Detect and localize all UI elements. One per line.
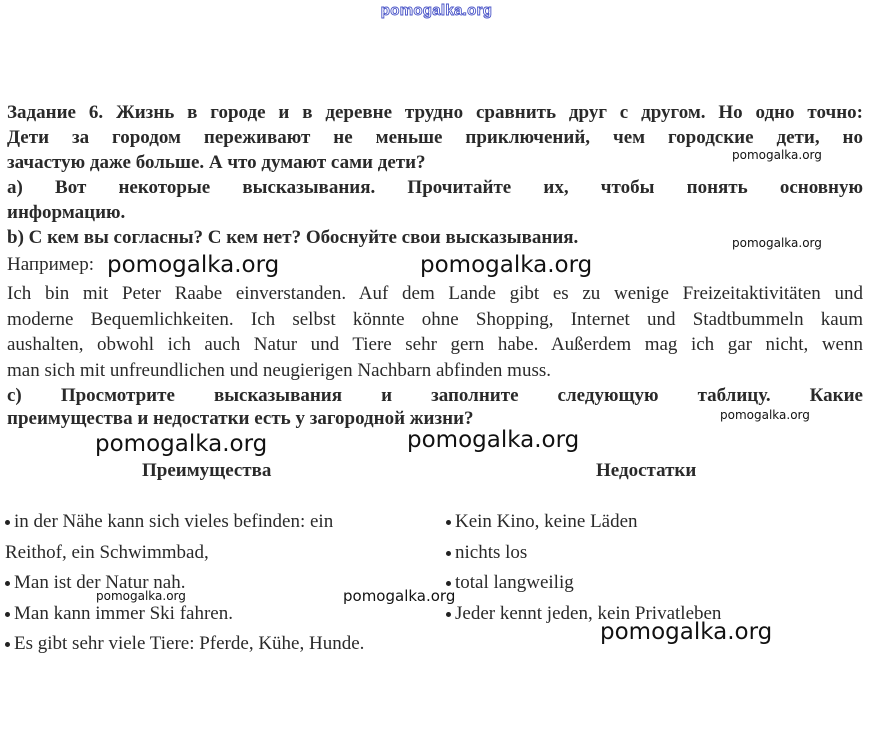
- bullet-icon: [5, 520, 10, 525]
- list-item-text: Man ist der Natur nah.: [14, 572, 186, 593]
- task-line: Задание 6. Жизнь в городе и в деревне трудно сравнить друг с другом. Но одно точно:: [7, 102, 863, 123]
- watermark-medium: pomogalka.org: [343, 587, 456, 605]
- disadvantages-heading: Недостатки: [596, 460, 697, 481]
- list-item-text: Jeder kennt jeden, kein Privatleben: [455, 602, 722, 624]
- part-c-line: преимущества и недостатки есть у загородной жизни?: [7, 408, 474, 429]
- watermark-large: pomogalka.org: [95, 431, 268, 457]
- example-line: moderne Bequemlichkeiten. Ich selbst könnte ohne Shopping, Internet und Stadtbummeln kaum: [7, 308, 863, 330]
- list-item-text: Man kann immer Ski fahren.: [14, 602, 233, 624]
- example-line: man sich mit unfreundlichen und neugierigen Nachbarn abfinden muss.: [7, 359, 551, 381]
- watermark-small: pomogalka.org: [96, 589, 186, 603]
- watermark-large: pomogalka.org: [407, 427, 580, 453]
- watermark-small: pomogalka.org: [732, 148, 822, 162]
- site-watermark-top: pomogalka.org: [380, 2, 493, 19]
- task-text: [7, 100, 863, 250]
- task-part-a-cont: информацию.: [7, 202, 126, 223]
- task-part-a: a) Вот некоторые высказывания. Прочитайте их, чтобы понять основную: [7, 177, 863, 198]
- bullet-icon: [446, 612, 451, 617]
- bullet-icon: [5, 612, 10, 617]
- list-item-text: Kein Kino, keine Läden: [455, 511, 638, 532]
- list-item-text: Reithof, ein Schwimmbad,: [5, 541, 209, 563]
- watermark-large: pomogalka.org: [420, 252, 593, 278]
- example-line: aushalten, obwohl ich auch Natur und Tiere sehr gern habe. Außerdem mag ich gar nicht, wenn: [7, 334, 863, 355]
- list-item-continuation: [5, 538, 364, 569]
- disadvantages-list: [446, 507, 721, 629]
- bullet-icon: [446, 551, 451, 556]
- list-item-text: in der Nähe kann sich vieles befinden: ein: [14, 511, 334, 532]
- task-line: Дети за городом переживают не меньше приключений, чем городские дети, но: [7, 127, 863, 148]
- list-item: [446, 538, 721, 569]
- watermark-large: pomogalka.org: [600, 619, 773, 645]
- list-item: [5, 507, 364, 538]
- bullet-icon: [446, 520, 451, 525]
- advantages-heading: Преимущества: [142, 460, 272, 481]
- list-item: [446, 568, 721, 599]
- watermark-small: pomogalka.org: [720, 408, 810, 422]
- advantages-list: [5, 507, 364, 660]
- example-label: Например:: [7, 254, 94, 275]
- list-item: [5, 599, 364, 630]
- list-item-text: Es gibt sehr viele Tiere: Pferde, Kühe, Hunde.: [14, 633, 365, 654]
- part-c-line: c) Просмотрите высказывания и заполните следующую таблицу. Какие: [7, 385, 863, 406]
- bullet-icon: [5, 581, 10, 586]
- example-text: [7, 281, 863, 383]
- list-item: [446, 507, 721, 538]
- bullet-icon: [446, 581, 451, 586]
- list-item-text: total langweilig: [455, 572, 574, 593]
- watermark-small: pomogalka.org: [732, 236, 822, 250]
- watermark-large: pomogalka.org: [107, 252, 280, 278]
- bullet-icon: [5, 642, 10, 647]
- task-part-b: b) С кем вы согласны? С кем нет? Обоснуйте свои высказывания.: [7, 227, 579, 248]
- task-line: зачастую даже больше. А что думают сами дети?: [7, 152, 426, 173]
- list-item: [5, 629, 364, 660]
- list-item-text: nichts los: [455, 541, 528, 563]
- example-line: Ich bin mit Peter Raabe einverstanden. Auf dem Lande gibt es zu wenige Freizeitaktivitäten und: [7, 283, 863, 304]
- task-part-c: [7, 384, 863, 430]
